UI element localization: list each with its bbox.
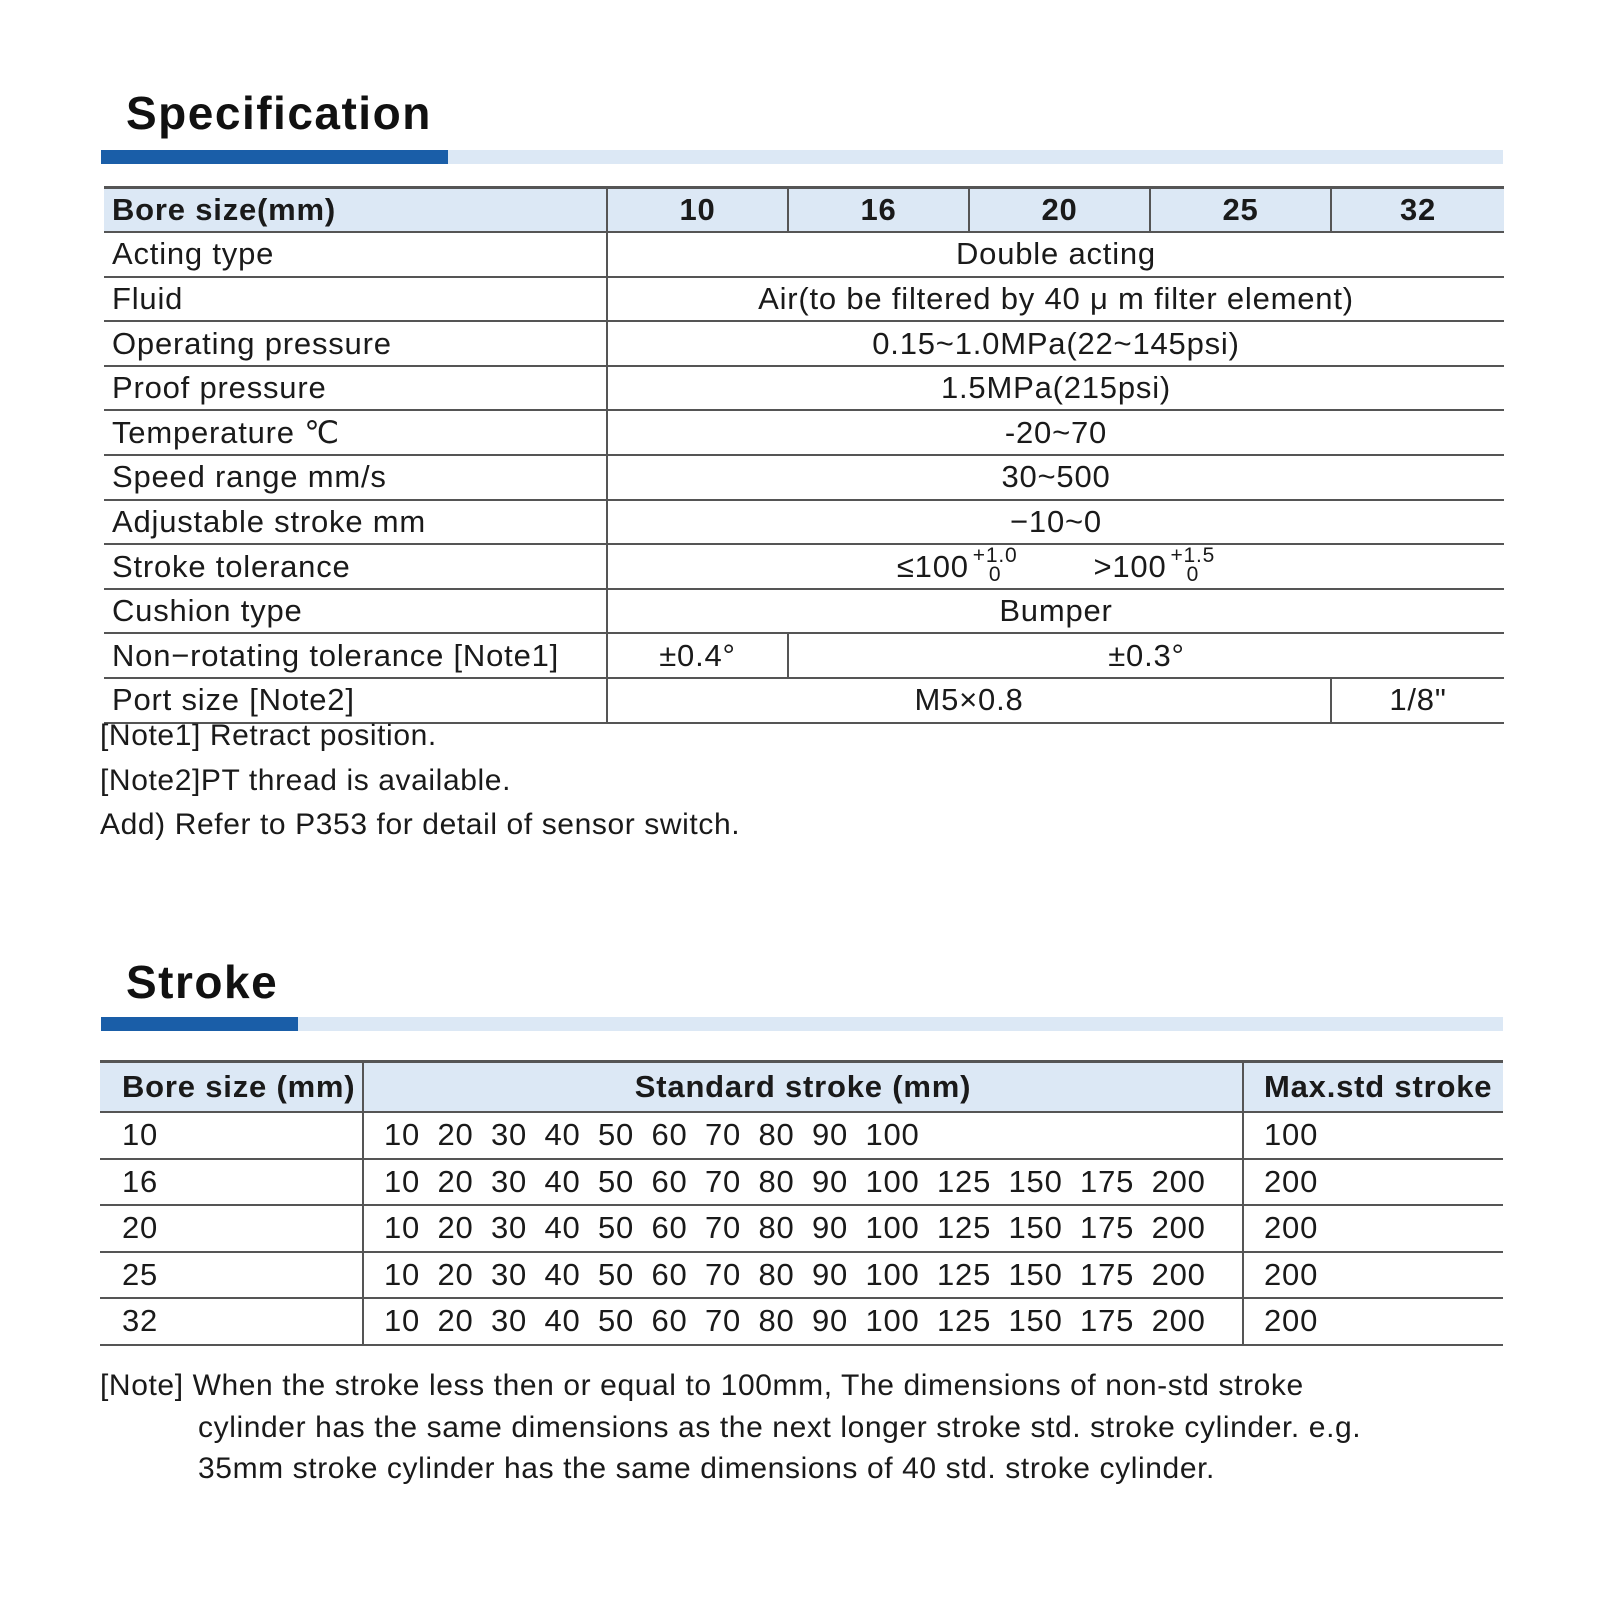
spec-label: Speed range mm/s xyxy=(104,455,607,500)
note-line: [Note2]PT thread is available. xyxy=(100,763,512,797)
stroke-note-line: cylinder has the same dimensions as the next longer stroke std. stroke cylinder. e.g. xyxy=(198,1410,1362,1444)
stroke-row xyxy=(100,1205,1503,1252)
stroke-max: 200 xyxy=(1243,1159,1503,1206)
stroke-row xyxy=(100,1298,1503,1345)
spec-row-fluid xyxy=(104,277,1504,322)
spec-label: Port size [Note2] xyxy=(104,678,607,723)
stroke-title-bar-accent xyxy=(101,1017,298,1031)
bore-32-header: 32 xyxy=(1331,188,1504,233)
spec-row-adjustable-stroke xyxy=(104,500,1504,545)
spec-row-cushion-type xyxy=(104,589,1504,634)
spec-label: Proof pressure xyxy=(104,366,607,411)
spec-label: Fluid xyxy=(104,277,607,322)
stroke-row xyxy=(100,1252,1503,1299)
spec-row-acting-type xyxy=(104,232,1504,277)
stroke-values: 10 20 30 40 50 60 70 80 90 100 125 150 175 200 xyxy=(363,1159,1243,1206)
spec-notes xyxy=(100,714,740,848)
spec-value: Bumper xyxy=(607,589,1504,634)
stroke-bore: 10 xyxy=(100,1112,363,1159)
tolerance-long-lower: 0 xyxy=(1186,562,1200,586)
tolerance-short-lower: 0 xyxy=(988,562,1002,586)
tolerance-short-limits xyxy=(972,543,1018,586)
spec-label: Temperature ℃ xyxy=(104,410,607,455)
tolerance-long-upper: +1.5 xyxy=(1170,543,1216,567)
stroke-tolerance-value xyxy=(607,544,1504,589)
tolerance-long-limits xyxy=(1170,543,1216,586)
port-size-small-value: M5×0.8 xyxy=(607,678,1331,723)
stroke-table xyxy=(100,1060,1503,1346)
tolerance-short-condition: ≤100 xyxy=(896,548,969,584)
spec-row-speed-range xyxy=(104,455,1504,500)
stroke-tolerance-expression xyxy=(896,543,1216,586)
spec-row-operating-pressure xyxy=(104,321,1504,366)
specification-title-bar xyxy=(101,150,1503,164)
stroke-values: 10 20 30 40 50 60 70 80 90 100 125 150 175 200 xyxy=(363,1252,1243,1299)
standard-stroke-header: Standard stroke (mm) xyxy=(363,1062,1243,1113)
tolerance-short-upper: +1.0 xyxy=(972,543,1018,567)
spec-label: Non−rotating tolerance [Note1] xyxy=(104,633,607,678)
spec-value: Double acting xyxy=(607,232,1504,277)
bore-25-header: 25 xyxy=(1150,188,1331,233)
tolerance-long-condition: >100 xyxy=(1093,548,1167,584)
spec-label: Cushion type xyxy=(104,589,607,634)
bore-16-header: 16 xyxy=(788,188,969,233)
stroke-values: 10 20 30 40 50 60 70 80 90 100 xyxy=(363,1112,1243,1159)
stroke-bore: 20 xyxy=(100,1205,363,1252)
stroke-bore: 25 xyxy=(100,1252,363,1299)
spec-label: Operating pressure xyxy=(104,321,607,366)
spec-value: 0.15~1.0MPa(22~145psi) xyxy=(607,321,1504,366)
stroke-note-line: [Note] When the stroke less then or equal to 100mm, The dimensions of non-std stroke xyxy=(100,1369,1304,1402)
spec-row-non-rotating-tolerance xyxy=(104,633,1504,678)
stroke-title: Stroke xyxy=(126,956,279,1008)
stroke-max: 200 xyxy=(1243,1205,1503,1252)
stroke-max: 200 xyxy=(1243,1298,1503,1345)
specification-table xyxy=(104,186,1504,724)
spec-label: Adjustable stroke mm xyxy=(104,500,607,545)
note-line: Add) Refer to P353 for detail of sensor switch. xyxy=(100,808,741,841)
stroke-values: 10 20 30 40 50 60 70 80 90 100 125 150 175 200 xyxy=(363,1205,1243,1252)
spec-header-row xyxy=(104,188,1504,233)
bore-20-header: 20 xyxy=(969,188,1150,233)
spec-row-stroke-tolerance xyxy=(104,544,1504,589)
stroke-note xyxy=(100,1365,1520,1490)
max-std-stroke-header: Max.std stroke xyxy=(1243,1062,1503,1113)
stroke-header-row xyxy=(100,1062,1503,1113)
stroke-row xyxy=(100,1159,1503,1206)
stroke-row xyxy=(100,1112,1503,1159)
bore-size-header: Bore size (mm) xyxy=(100,1062,363,1113)
non-rotating-other-value: ±0.3° xyxy=(788,633,1504,678)
specification-title: Specification xyxy=(126,87,432,139)
bore-10-header: 10 xyxy=(607,188,788,233)
bore-size-header: Bore size(mm) xyxy=(104,188,607,233)
stroke-bore: 16 xyxy=(100,1159,363,1206)
stroke-values: 10 20 30 40 50 60 70 80 90 100 125 150 175 200 xyxy=(363,1298,1243,1345)
spec-value: −10~0 xyxy=(607,500,1504,545)
spec-row-proof-pressure xyxy=(104,366,1504,411)
stroke-title-bar xyxy=(101,1017,1503,1031)
specification-title-bar-accent xyxy=(101,150,448,164)
spec-value: Air(to be filtered by 40 μ m filter element) xyxy=(607,277,1504,322)
spec-label: Stroke tolerance xyxy=(104,544,607,589)
spec-label: Acting type xyxy=(104,232,607,277)
stroke-max: 100 xyxy=(1243,1112,1503,1159)
non-rotating-bore-10-value: ±0.4° xyxy=(607,633,788,678)
spec-value: 30~500 xyxy=(607,455,1504,500)
port-size-32-value: 1/8" xyxy=(1331,678,1504,723)
spec-value: 1.5MPa(215psi) xyxy=(607,366,1504,411)
stroke-max: 200 xyxy=(1243,1252,1503,1299)
stroke-bore: 32 xyxy=(100,1298,363,1345)
stroke-note-line: 35mm stroke cylinder has the same dimensions of 40 std. stroke cylinder. xyxy=(198,1452,1215,1485)
note-line: [Note1] Retract position. xyxy=(100,719,437,752)
spec-value: -20~70 xyxy=(607,410,1504,455)
spec-row-temperature xyxy=(104,410,1504,455)
